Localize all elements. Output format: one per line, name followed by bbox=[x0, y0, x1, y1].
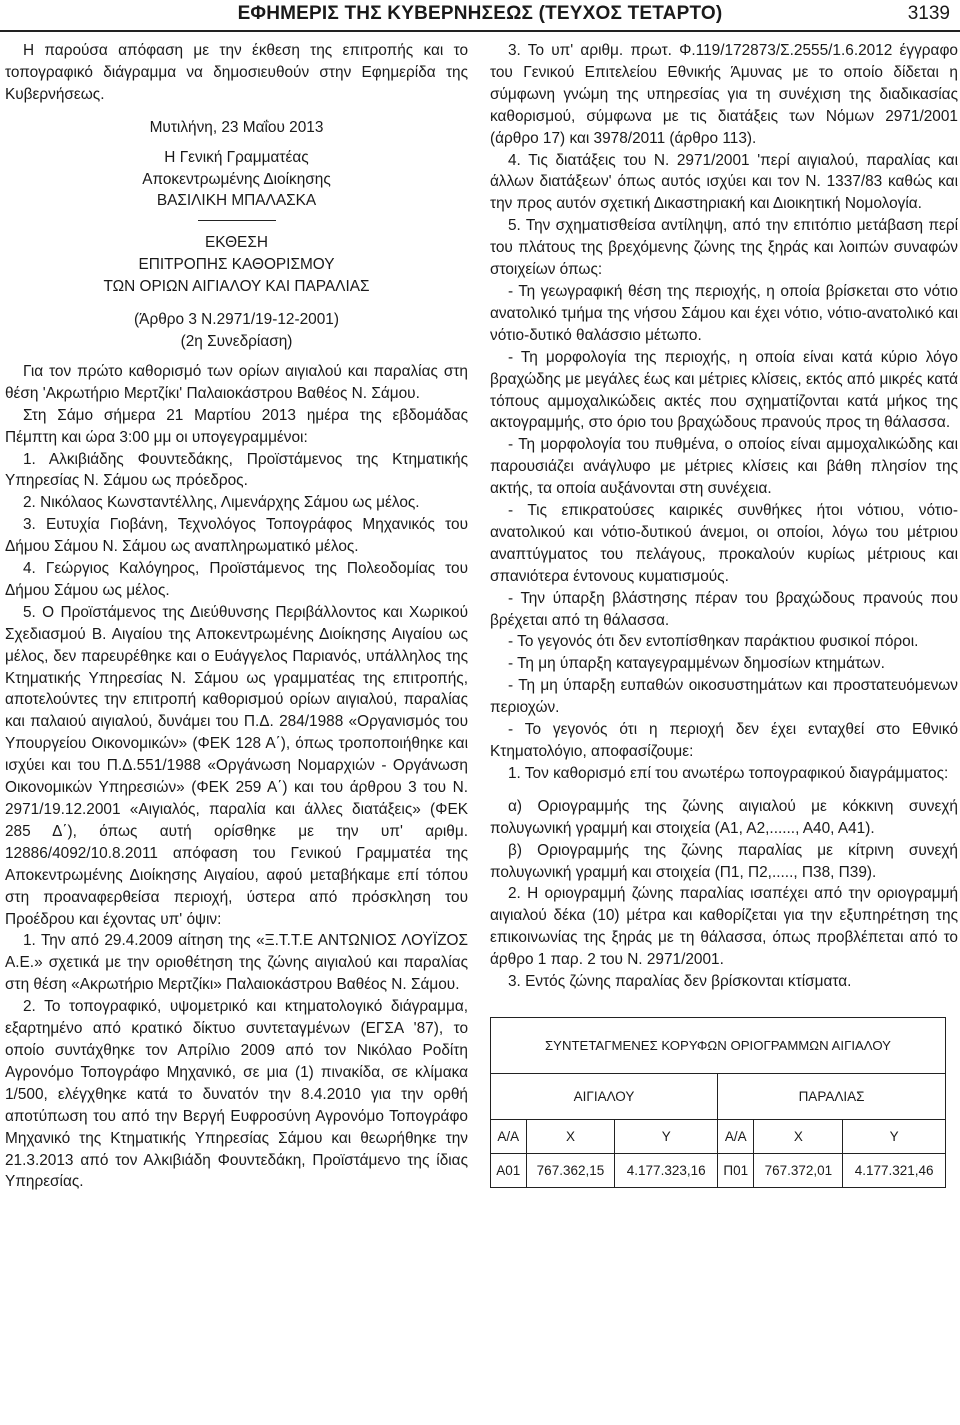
report-title: ΕΚΘΕΣΗ bbox=[205, 234, 268, 252]
bullet-public-land: - Τη μη ύπαρξη καταγεγραμμένων δημοσίων κτημάτων. bbox=[508, 655, 885, 673]
article-reference: (Άρθρο 3 Ν.2971/19-12-2001) bbox=[134, 311, 339, 329]
bullet-geography: - Τη γεωγραφική θέση της περιοχής, η οποία βρίσκεται στο νότιο ανατολικό τμήμα της νήσου Σάμου και έχει νότιο, νότιο-ανατολικό και νότιο-δυτικό θαλάσσιο μέτωπο. bbox=[490, 282, 958, 344]
signature-name: ΒΑΣΙΛΙΚΗ ΜΠΑΛΑΣΚΑ bbox=[156, 192, 317, 210]
gazette-title: ΕΦΗΜΕΡΙΣ ΤΗΣ ΚΥΒΕΡΝΗΣΕΩΣ (ΤΕΥΧΟΣ ΤΕΤΑΡΤΟ) bbox=[237, 3, 723, 24]
member-5: 5. Ο Προϊστάμενος της Διεύθυνσης Περιβάλλοντος και Χωρικού Σχεδιασμού Β. Αιγαίου της Αποκεντρωμένης Διοίκησης Αιγαίου ως μέλος, δεν παρευρέθηκε και ο Ευάγγελος Παριανός, υπάλληλος της Κτηματικής Υπηρεσίας Ν. Σάμου ως γραμματέας της επιτροπής, αποτελούντες την επιτροπή καθορισμού ορίων αιγιαλού, παραλίας και παλαιού αιγιαλού, δυνάμει του Π.Δ. 284/1988 «Οργανισμός του Υπουργείου Οικονομικών» (ΦΕΚ 128 Α΄), όπως τροποποιήθηκε και ισχύει και του Π.Δ.551/1988 «Οργάνωση Νομαρχιών - Οργάνωση Οικονομικών Υπηρεσιών» (ΦΕΚ 259 Α΄) και του άρθρου 3 του Ν. 2971/19.12.2001 «Αιγιαλός, παραλία και άλλες διατάξεις» (ΦΕΚ 285 Δ΄), όπως αυτή ορίσθηκε με την υπ' αριθμ. 12886/4092/10.8.2011 απόφαση του Γενικού Γραμματέα της Αποκεντρωμένης Διοίκησης Αιγαίου, αφού μεταβήκαμε επί τόπου στη προαναφερθείσα περιοχή, ύστερα από πρόσκληση του Προέδρου και έχοντας υπ' όψιν: bbox=[5, 603, 468, 928]
intro-paragraph: Η παρούσα απόφαση με την έκθεση της επιτροπής και το τοπογραφικό διάγραμμα να δημοσιευθούν στην Εφημερίδα της Κυβερνήσεως. bbox=[5, 42, 468, 103]
group-paralia: ΠΑΡΑΛΙΑΣ bbox=[718, 1073, 946, 1119]
column-header: Α/Α bbox=[718, 1119, 754, 1153]
member-3: 3. Ευτυχία Γιοβάνη, Τεχνολόγος Τοπογράφος Μηχανικός του Δήμου Σάμου Ν. Σάμου ως αναπληρωματικό μέλος. bbox=[5, 516, 468, 556]
decision-1a: α) Οριογραμμής της ζώνης αιγιαλού με κόκκινη συνεχή πολυγωνική γραμμή και στοιχεία (Α1, Α2,......, Α40, Α41). bbox=[490, 797, 958, 837]
table-cell: 4.177.323,16 bbox=[615, 1153, 718, 1187]
header-divider bbox=[0, 30, 960, 32]
consideration-2: 2. Το τοπογραφικό, υψομετρικό και κτηματολογικό διάγραμμα, εξαρτημένο από κρατικό δίκτυο συντεταγμένων (ΕΓΣΑ '87), το οποίο συντάχθηκε τον Απρίλιο 2009 από τον Νικόλαο Ροδίτη Αγρονόμο Τοπογράφο Μηχανικό, σε μια (1) πινακίδα, σε κλίμακα 1/500, ελέγχθηκε κατά το δυνατόν την 8.4.2010 για την ορθή αποτύπωση του από την Βεργή Ευφροσύνη Αγρονόμο Τοπογράφο Μηχανικό της Κτηματικής Υπηρεσίας Σάμου και θεωρήθηκε την 21.3.2013 από τον Αλκιβιάδη Φουντεδάκη, Προϊστάμενο της ίδιας Υπηρεσίας. bbox=[5, 998, 468, 1191]
left-column bbox=[5, 40, 468, 1193]
bullet-morphology: - Τη μορφολογία της περιοχής, η οποία είναι κατά κύριο λόγο βραχώδης με μεγάλες έως και μέτριες κλίσεις, εκτός από μικρές κατά τόπους αμμοχαλικώδεις ακτές που σχηματίζονται κατά μήκος της ακτογραμμής, στο όριο του βραχώδους πρανούς προς τη θάλασσα. bbox=[490, 348, 958, 432]
decision-3: 3. Εντός ζώνης παραλίας δεν βρίσκονται κτίσματα. bbox=[508, 973, 852, 991]
signature-authority: Αποκεντρωμένης Διοίκησης bbox=[142, 170, 331, 188]
bullet-weather: - Τις επικρατούσες καιρικές συνθήκες ήτοι νότιου, νότιο-ανατολικού και νότιο-δυτικού άνεμοι, οι οποίοι, λόγω του μέτριου αναπτύγματος του πελάγους, προκαλούν κυρίως μέτριους και σπανιότερα έντονους κυματισμούς. bbox=[490, 502, 958, 585]
signature-divider bbox=[198, 220, 276, 221]
coordinates-table bbox=[490, 1017, 946, 1188]
table-cell: 4.177.321,46 bbox=[843, 1153, 946, 1187]
consideration-5: 5. Την σχηματισθείσα αντίληψη, από την επιτόπιο μετάβαση περί του πλάτους της βρεχόμενης ζώνης της ξηράς και λοιπών συναφών στοιχείων όπως: bbox=[490, 217, 958, 279]
bullet-resources: - Το γεγονός ότι δεν εντοπίσθηκαν παράκτιου φυσικοί πόροι. bbox=[508, 633, 919, 651]
gazette-header bbox=[0, 0, 960, 34]
column-header: Υ bbox=[843, 1119, 946, 1153]
bullet-seabed: - Τη μορφολογία του πυθμένα, ο οποίος είναι αμμοχαλικώδης και παρουσιάζει ανάγλυφο με μέτριες κλίσεις και βάθη πλησίον της ακτής, τα οποία αυξάνονται στη συνέχεια. bbox=[490, 436, 958, 498]
decision-1: 1. Τον καθορισμό επί του ανωτέρω τοπογραφικού διαγράμματος: bbox=[508, 764, 949, 782]
signature-role: Η Γενική Γραμματέας bbox=[164, 148, 309, 166]
column-header: Χ bbox=[526, 1119, 615, 1153]
table-cell: Π01 bbox=[718, 1153, 754, 1187]
report-subtitle: ΕΠΙΤΡΟΠΗΣ ΚΑΘΟΡΙΣΜΟΥ bbox=[138, 256, 335, 274]
right-column bbox=[490, 40, 958, 1188]
column-header: Υ bbox=[615, 1119, 718, 1153]
session-label: (2η Συνεδρίαση) bbox=[180, 332, 293, 350]
member-4: 4. Γεώργιος Καλόγηρος, Προϊστάμενος της Πολεοδομίας του Δήμου Σάμου ως μέλος. bbox=[5, 560, 468, 599]
decision-1b: β) Οριογραμμής της ζώνης παραλίας με κίτρινη συνεχή πολυγωνική γραμμή και στοιχεία (Π1, Π2,....., Π38, Π39). bbox=[490, 841, 958, 881]
signature-place-date: Μυτιλήνη, 23 Μαΐου 2013 bbox=[149, 118, 324, 136]
bullet-ecosystems: - Τη μη ύπαρξη ευπαθών οικοσυστημάτων και προστατευόμενων περιοχών. bbox=[490, 677, 958, 717]
meeting-paragraph: Στη Σάμο σήμερα 21 Μαρτίου 2013 ημέρα της εβδομάδας Πέμπτη και ώρα 3:00 μμ οι υπογεγραμμένοι: bbox=[5, 406, 468, 446]
consideration-1: 1. Την από 29.4.2009 αίτηση της «Ξ.Τ.Τ.Ε ΑΝΤΩΝΙΟΣ ΛΟΥΪΖΟΣ Α.Ε.» σχετικά με την οριοθέτηση της ζώνης αιγιαλού και παραλίας στη θέση «Ακρωτήριο Μερτζίκι» Παλαιοκάστρου Βαθέος Ν. Σάμου. bbox=[5, 932, 468, 994]
report-subtitle-2: ΤΩΝ ΟΡΙΩΝ ΑΙΓΙΑΛΟΥ ΚΑΙ ΠΑΡΑΛΙΑΣ bbox=[103, 278, 370, 296]
table-cell: 767.372,01 bbox=[754, 1153, 843, 1187]
column-header: Χ bbox=[754, 1119, 843, 1153]
table-caption: ΣΥΝΤΕΤΑΓΜΕΝΕΣ ΚΟΡΥΦΩΝ ΟΡΙΟΓΡΑΜΜΩΝ ΑΙΓΙΑΛΟΥ bbox=[491, 1017, 946, 1073]
consideration-4: 4. Τις διατάξεις του Ν. 2971/2001 'περί αιγιαλού, παραλίας και άλλων διατάξεων' όπως αυτός ισχύει και τον Ν. 1337/83 καθώς και την προς αυτόν σχετική Δικαστηριακή και Διοικητική Νομολογία. bbox=[490, 151, 958, 213]
table-cell: 767.362,15 bbox=[526, 1153, 615, 1187]
decision-2: 2. Η οριογραμμή ζώνης παραλίας ισαπέχει από την οριογραμμή αιγιαλού δέκα (10) μέτρα και καθορίζεται για την εξυπηρέτηση της επικοινωνίας της ξηράς με τη θάλασσα, όπως προβλέπεται από το άρθρο 1 παρ. 2 του Ν. 2971/2001. bbox=[490, 885, 958, 969]
member-1: 1. Αλκιβιάδης Φουντεδάκης, Προϊστάμενος της Κτηματικής Υπηρεσίας Ν. Σάμου ως πρόεδρος. bbox=[5, 450, 468, 490]
page-number: 3139 bbox=[907, 3, 950, 24]
bullet-cadastre: - Το γεγονός ότι η περιοχή δεν έχει ενταχθεί στο Εθνικό Κτηματολόγιο, αποφασίζουμε: bbox=[490, 721, 958, 760]
member-2: 2. Νικόλαος Κωνσταντέλλης, Λιμενάρχης Σάμου ως μέλος. bbox=[23, 494, 420, 512]
column-header: Α/Α bbox=[491, 1119, 527, 1153]
bullet-vegetation: - Την ύπαρξη βλάστησης πέραν του βραχώδους πρανούς που βρέχεται από τη θάλασσα. bbox=[490, 589, 958, 629]
table-row bbox=[491, 1153, 946, 1187]
consideration-3: 3. Το υπ' αριθμ. πρωτ. Φ.119/172873/Σ.2555/1.6.2012 έγγραφο του Γενικού Επιτελείου Εθνικής Άμυνας με το οποίο δίδεται η σύμφωνη γνώμη της υπηρεσίας για τη συνέχιση της διαδικασίας καθορισμού, σύμφωνα με τις διατάξεις των Νόμων 2971/2001 (άρθρο 17) και 3978/2011 (άρθρο 113). bbox=[490, 42, 958, 147]
group-aigialos: ΑΙΓΙΑΛΟΥ bbox=[491, 1073, 718, 1119]
table-cell: Α01 bbox=[491, 1153, 527, 1187]
purpose-paragraph: Για τον πρώτο καθορισμό των ορίων αιγιαλού και παραλίας στη θέση 'Ακρωτήριο Μερτζίκι' Παλαιοκάστρου Βαθέος Ν. Σάμου. bbox=[5, 362, 468, 402]
